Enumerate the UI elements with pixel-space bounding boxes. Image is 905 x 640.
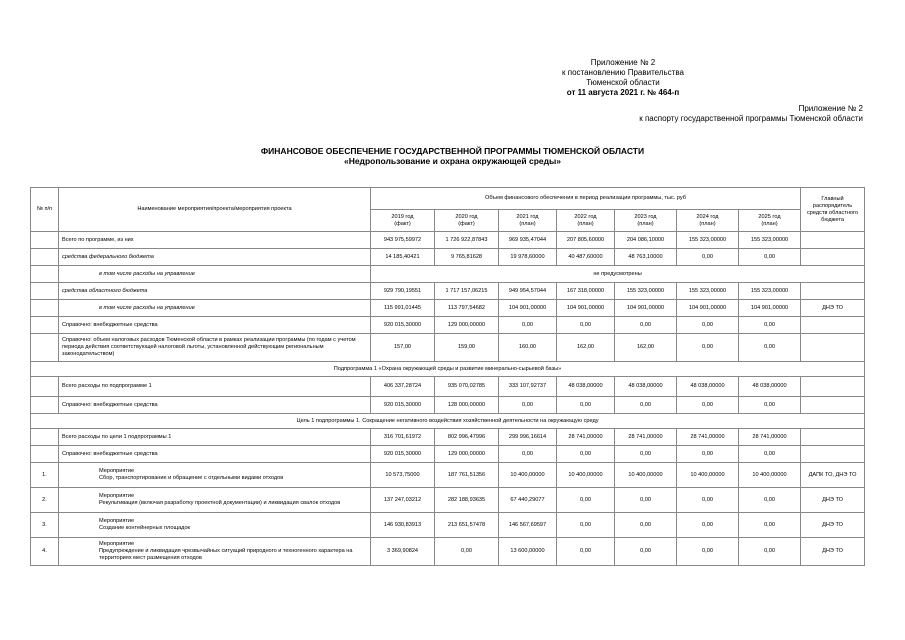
event-name: Предупреждение и ликвидация чрезвычайных ситуаций природного и техногенного характера на территориях мест размещения отходов [99, 548, 353, 561]
row-num: 2. [31, 488, 59, 513]
row-name: средства областного бюджета [59, 283, 371, 300]
value-cell: 104 901,00000 [739, 300, 801, 317]
admin-cell: ДАПК ТО, ДНЭ ТО [801, 463, 865, 488]
header-num: № п/п [31, 188, 59, 232]
value-cell: 943 975,59972 [371, 232, 435, 249]
header-year-3 [557, 210, 615, 232]
admin-cell: ДНЭ ТО [801, 488, 865, 513]
value-cell: 0,00 [677, 538, 739, 566]
value-cell: 0,00 [739, 317, 801, 334]
table-header-row [31, 188, 865, 210]
event-name: Рекультивация (включая разработку проектной документации) и ликвидация свалок отходов [99, 500, 341, 506]
value-cell: 48 038,00000 [739, 377, 801, 397]
value-cell: 10 400,00000 [557, 463, 615, 488]
value-cell: 104 901,00000 [615, 300, 677, 317]
admin-cell [801, 334, 865, 362]
title-line-1: ФИНАНСОВОЕ ОБЕСПЕЧЕНИЕ ГОСУДАРСТВЕННОЙ ПРОГРАММЫ ТЮМЕНСКОЙ ОБЛАСТИ [260, 146, 645, 156]
value-cell: 0,00 [739, 397, 801, 414]
row-name [59, 463, 371, 488]
value-cell: 146 567,69597 [499, 513, 557, 538]
row-num: 4. [31, 538, 59, 566]
value-cell: 0,00 [615, 513, 677, 538]
header-year-4 [615, 210, 677, 232]
row-name [59, 538, 371, 566]
value-cell: 104 901,00000 [677, 300, 739, 317]
table-row [31, 283, 865, 300]
document-title [0, 146, 905, 166]
header-year-2 [499, 210, 557, 232]
year-kind: (план) [519, 220, 536, 227]
value-cell: 969 935,47044 [499, 232, 557, 249]
row-name: Справочно: внебюджетные средства [59, 446, 371, 463]
value-cell: 1 726 922,87843 [435, 232, 499, 249]
value-cell: 28 741,00000 [557, 429, 615, 446]
year-label: 2021 год [516, 213, 539, 220]
value-cell: 155 323,00000 [615, 283, 677, 300]
value-cell: 10 400,00000 [615, 463, 677, 488]
value-cell: 0,00 [557, 513, 615, 538]
value-cell: 155 323,00000 [677, 283, 739, 300]
row-name: в том числе расходы на управление [59, 300, 371, 317]
value-cell: 0,00 [615, 538, 677, 566]
value-cell: 159,00 [435, 334, 499, 362]
value-cell: 155 323,00000 [739, 232, 801, 249]
row-num [31, 429, 59, 446]
admin-cell: ДНЭ ТО [801, 538, 865, 566]
value-cell: 0,00 [557, 397, 615, 414]
value-cell: 9 765,81628 [435, 249, 499, 266]
value-cell: 0,00 [499, 317, 557, 334]
value-cell: 0,00 [435, 538, 499, 566]
row-name: средства федерального бюджета [59, 249, 371, 266]
row-num: 1. [31, 463, 59, 488]
value-cell: 0,00 [557, 538, 615, 566]
value-cell: 1 717 157,06215 [435, 283, 499, 300]
value-cell: 0,00 [499, 397, 557, 414]
value-cell: 129 000,00000 [435, 446, 499, 463]
appendix-label: Приложение № 2 [590, 58, 656, 67]
row-num [31, 334, 59, 362]
row-name: Справочно: внебюджетные средства [59, 317, 371, 334]
value-cell: 155 323,00000 [677, 232, 739, 249]
passport-appendix-ref: к паспорту государственной программы Тюменской области [639, 114, 863, 123]
resolution-appendix-header [473, 58, 773, 98]
value-cell: 282 188,93635 [435, 488, 499, 513]
year-label: 2024 год [696, 213, 719, 220]
year-label: 2025 год [758, 213, 781, 220]
value-cell: 28 741,00000 [677, 429, 739, 446]
value-cell: 920 015,30000 [371, 317, 435, 334]
title-line-2: «Недропользование и охрана окружающей среды» [343, 156, 562, 166]
section-heading: Цель 1 подпрограммы 1. Сокращение негативного воздействия хозяйственной деятельности на окружающую среду [31, 414, 865, 429]
event-label: Мероприятие [99, 493, 135, 499]
value-cell: 0,00 [739, 249, 801, 266]
value-cell: 0,00 [677, 334, 739, 362]
table-row [31, 488, 865, 513]
year-kind: (план) [761, 220, 778, 227]
value-cell: 204 086,10000 [615, 232, 677, 249]
table-row [31, 362, 865, 377]
row-name: Всего расходы по цели 1 подпрограммы 1 [59, 429, 371, 446]
row-num [31, 300, 59, 317]
table-row [31, 377, 865, 397]
table-row [31, 232, 865, 249]
year-label: 2019 год [391, 213, 414, 220]
value-cell: 0,00 [499, 446, 557, 463]
table-row [31, 414, 865, 429]
section-heading: Подпрограмма 1 «Охрана окружающей среды и развитие минерально-сырьевой базы» [31, 362, 865, 377]
value-cell: 3 369,90824 [371, 538, 435, 566]
value-cell: 10 400,00000 [499, 463, 557, 488]
header-volume: Объем финансового обеспечения в период реализации программы, тыс. руб [371, 188, 801, 210]
table-row [31, 446, 865, 463]
event-name: Сбор, транспортирование и обращение с отдельными видами отходов [99, 475, 284, 481]
value-cell: 406 337,28724 [371, 377, 435, 397]
table-row [31, 463, 865, 488]
year-kind: (план) [577, 220, 594, 227]
table-row [31, 513, 865, 538]
event-label: Мероприятие [99, 541, 135, 547]
value-cell: 0,00 [677, 488, 739, 513]
passport-appendix-label: Приложение № 2 [798, 104, 863, 113]
value-cell: 0,00 [557, 317, 615, 334]
admin-cell: ДНЭ ТО [801, 300, 865, 317]
value-cell: 920 015,30000 [371, 397, 435, 414]
table-row [31, 249, 865, 266]
value-cell: 0,00 [677, 249, 739, 266]
value-cell: 0,00 [739, 513, 801, 538]
value-cell: 935 070,02785 [435, 377, 499, 397]
value-cell: 0,00 [677, 397, 739, 414]
event-name: Создание контейнерных площадок [99, 525, 191, 531]
row-num [31, 397, 59, 414]
table-row [31, 429, 865, 446]
admin-cell [801, 232, 865, 249]
admin-cell [801, 249, 865, 266]
value-cell: 10 400,00000 [739, 463, 801, 488]
value-cell: 0,00 [739, 488, 801, 513]
year-label: 2022 год [574, 213, 597, 220]
value-cell: 162,00 [615, 334, 677, 362]
row-num [31, 317, 59, 334]
appendix-region: Тюменской области [586, 78, 660, 87]
year-kind: (факт) [394, 220, 411, 227]
row-num [31, 266, 59, 283]
row-name: Всего по программе, из них [59, 232, 371, 249]
table-row [31, 317, 865, 334]
value-cell: 0,00 [557, 446, 615, 463]
value-cell: 40 487,60000 [557, 249, 615, 266]
header-year-0 [371, 210, 435, 232]
header-name: Наименование мероприятия/проекта/мероприятия проекта [59, 188, 371, 232]
value-cell: 28 741,00000 [739, 429, 801, 446]
header-admin: Главный распорядитель средств областного бюджета [801, 188, 865, 232]
admin-cell: ДНЭ ТО [801, 513, 865, 538]
value-cell: 14 185,40421 [371, 249, 435, 266]
value-cell: 167 318,00000 [557, 283, 615, 300]
value-cell: 187 761,51356 [435, 463, 499, 488]
financing-table [30, 187, 865, 566]
row-num [31, 249, 59, 266]
value-cell: 0,00 [739, 446, 801, 463]
value-cell: 113 797,54682 [435, 300, 499, 317]
value-cell: 920 015,30000 [371, 446, 435, 463]
table-row [31, 397, 865, 414]
value-cell: 104 901,00000 [557, 300, 615, 317]
value-cell: 0,00 [557, 488, 615, 513]
admin-cell [801, 283, 865, 300]
value-cell: 929 790,19551 [371, 283, 435, 300]
value-cell: 0,00 [677, 513, 739, 538]
value-cell: 129 000,00000 [435, 317, 499, 334]
year-kind: (план) [637, 220, 654, 227]
value-cell: 155 323,00000 [739, 283, 801, 300]
value-cell: 128 000,00000 [435, 397, 499, 414]
value-cell: 19 978,60000 [499, 249, 557, 266]
year-label: 2023 год [634, 213, 657, 220]
year-kind: (план) [699, 220, 716, 227]
row-name [59, 488, 371, 513]
passport-appendix-header [639, 104, 863, 124]
value-cell: 48 038,00000 [557, 377, 615, 397]
value-cell: 146 930,83913 [371, 513, 435, 538]
admin-cell [801, 397, 865, 414]
value-cell: 316 701,61972 [371, 429, 435, 446]
header-year-6 [739, 210, 801, 232]
value-cell: 802 996,47996 [435, 429, 499, 446]
row-name [59, 513, 371, 538]
value-cell: 48 038,00000 [615, 377, 677, 397]
value-cell: 10 573,75000 [371, 463, 435, 488]
year-label: 2020 год [455, 213, 478, 220]
year-kind: (факт) [458, 220, 475, 227]
value-cell: 0,00 [615, 397, 677, 414]
admin-cell [801, 429, 865, 446]
merged-value: не предусмотрены [371, 266, 865, 283]
row-num [31, 232, 59, 249]
value-cell: 48 763,10000 [615, 249, 677, 266]
value-cell: 299 996,16614 [499, 429, 557, 446]
value-cell: 0,00 [739, 538, 801, 566]
row-name: в том числе расходы на управление [59, 266, 371, 283]
value-cell: 104 901,00000 [499, 300, 557, 317]
row-num [31, 377, 59, 397]
value-cell: 949 954,57044 [499, 283, 557, 300]
value-cell: 48 038,00000 [677, 377, 739, 397]
value-cell: 0,00 [739, 334, 801, 362]
value-cell: 115 991,01445 [371, 300, 435, 317]
value-cell: 333 107,92737 [499, 377, 557, 397]
event-label: Мероприятие [99, 518, 135, 524]
value-cell: 207 805,60000 [557, 232, 615, 249]
header-year-5 [677, 210, 739, 232]
value-cell: 213 651,57478 [435, 513, 499, 538]
table-row [31, 538, 865, 566]
appendix-ref: к постановлению Правительства [562, 68, 684, 77]
row-name: Справочно: объем налоговых расходов Тюменской области в рамках реализации программы (по годам с учетом периода действия соответствующей налоговой льготы, установленной действующим региональным законодательством) [59, 334, 371, 362]
table-row [31, 300, 865, 317]
row-num [31, 283, 59, 300]
value-cell: 13 600,00000 [499, 538, 557, 566]
row-name: Справочно: внебюджетные средства [59, 397, 371, 414]
admin-cell [801, 377, 865, 397]
value-cell: 0,00 [615, 317, 677, 334]
value-cell: 0,00 [677, 317, 739, 334]
table-row [31, 334, 865, 362]
row-num [31, 446, 59, 463]
value-cell: 0,00 [677, 446, 739, 463]
value-cell: 0,00 [615, 446, 677, 463]
header-year-1 [435, 210, 499, 232]
value-cell: 160,00 [499, 334, 557, 362]
admin-cell [801, 446, 865, 463]
value-cell: 67 440,29077 [499, 488, 557, 513]
value-cell: 157,00 [371, 334, 435, 362]
value-cell: 137 247,03212 [371, 488, 435, 513]
value-cell: 10 400,00000 [677, 463, 739, 488]
admin-cell [801, 317, 865, 334]
event-label: Мероприятие [99, 468, 135, 474]
appendix-date: от 11 августа 2021 г. № 464-п [566, 88, 680, 97]
row-name: Всего расходы по подпрограмме 1 [59, 377, 371, 397]
value-cell: 28 741,00000 [615, 429, 677, 446]
value-cell: 162,00 [557, 334, 615, 362]
table-row [31, 266, 865, 283]
value-cell: 0,00 [615, 488, 677, 513]
row-num: 3. [31, 513, 59, 538]
